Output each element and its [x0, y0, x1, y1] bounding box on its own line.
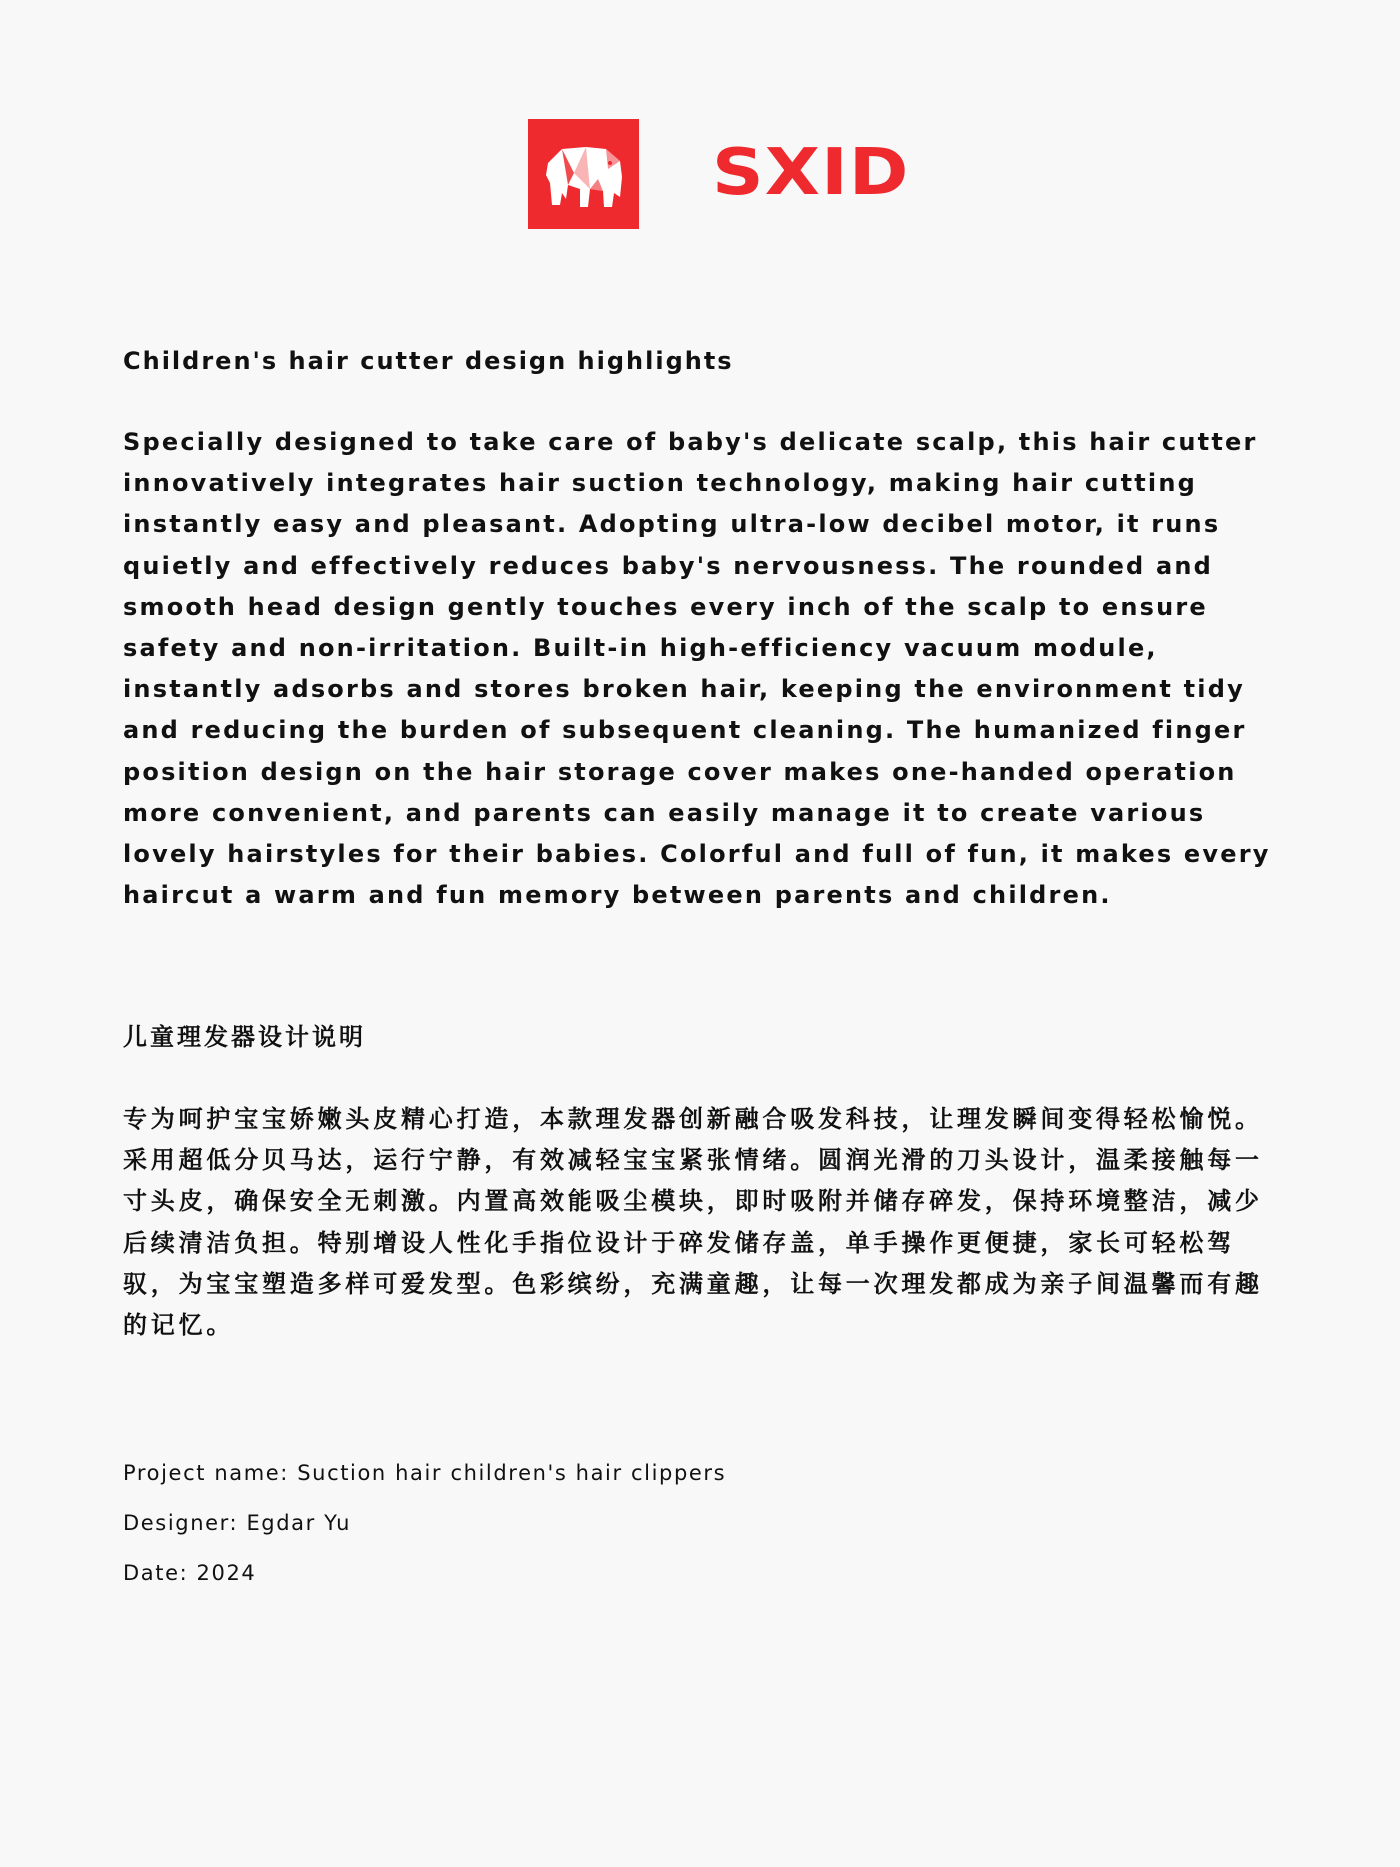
english-description: Specially designed to take care of baby's delicate scalp, this hair cutter innovatively integrates hair suction technology, making hair cutting instantly easy and pleasant. Adopting ultra-low decibel motor, it runs quietly and effectively reduces baby's nervousness. The rounded and smooth head design gently touches every inch of the scalp to ensure safety and non-irritation. Built-in high-efficiency vacuum module, instantly adsorbs and stores broken hair, keeping the environment tidy and reducing the burden of subsequent cleaning. The humanized finger position design on the hair storage cover makes one-handed operation more convenient, and parents can easily manage it to create various lovely hairstyles for their babies. Colorful and full of fun, it makes every haircut a warm and fun memory between parents and children. [123, 428, 1271, 910]
chinese-description: 专为呵护宝宝娇嫩头皮精心打造，本款理发器创新融合吸发科技，让理发瞬间变得轻松愉悦。采用超低分贝马达，运行宁静，有效减轻宝宝紧张情绪。圆润光滑的刀头设计，温柔接触每一寸头皮，确保安全无刺激。内置高效能吸尘模块，即时吸附并储存碎发，保持环境整洁，减少后续清洁负担。特别增设人性化手指位设计于碎发储存盖，单手操作更便捷，家长可轻松驾驭，为宝宝塑造多样可爱发型。色彩缤纷，充满童趣，让每一次理发都成为亲子间温馨而有趣的记忆。 [123, 1105, 1263, 1340]
project-name: Project name: Suction hair children's hair clippers [123, 1461, 727, 1485]
english-heading: Children's hair cutter design highlights [123, 347, 734, 375]
brand-logo [528, 119, 639, 229]
brand-wordmark: SXID [712, 136, 910, 210]
chinese-heading: 儿童理发器设计说明 [123, 1023, 366, 1051]
elephant-icon [528, 119, 639, 229]
designer-name: Designer: Egdar Yu [123, 1511, 352, 1535]
project-date: Date: 2024 [123, 1561, 257, 1585]
